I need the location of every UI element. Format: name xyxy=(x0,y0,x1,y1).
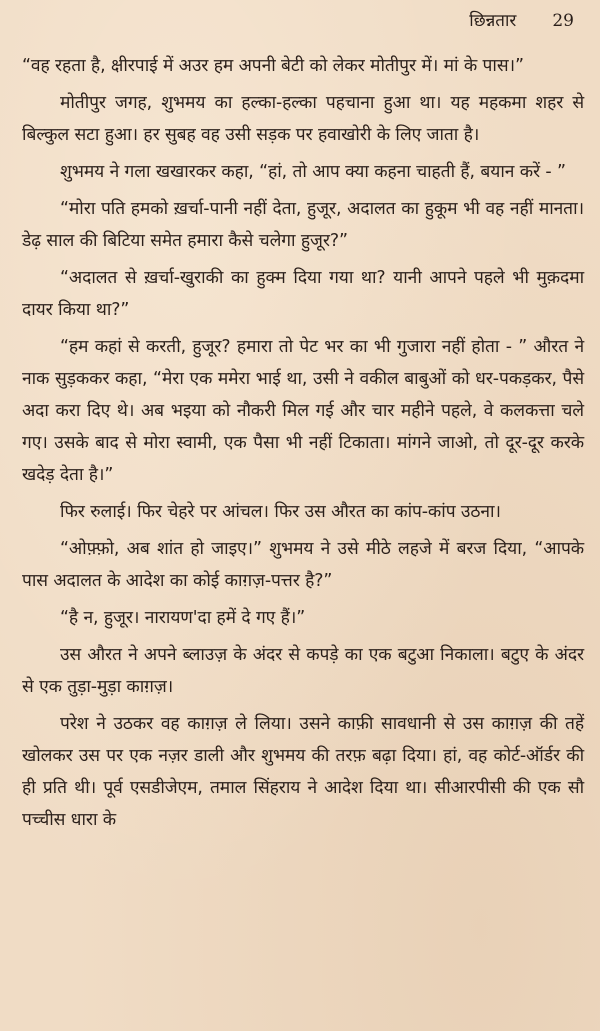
running-title: छिन्नतार xyxy=(469,11,517,31)
body-text xyxy=(22,50,584,841)
paragraph-8: “ओफ़्फ़ो, अब शांत हो जाइए।” शुभमय ने उसे मीठे लहजे में बरज दिया, “आपके पास अदालत के आदेश का कोई काग़ज़-पत्तर है?” xyxy=(22,539,584,591)
running-header xyxy=(469,8,574,31)
paragraph-3: शुभमय ने गला खखारकर कहा, “हां, तो आप क्या कहना चाहती हैं, बयान करें - ” xyxy=(60,162,566,182)
page-number: 29 xyxy=(552,11,574,31)
paragraph-1: “वह रहता है, क्षीरपाई में अउर हम अपनी बेटी को लेकर मोतीपुर में। मां के पास।” xyxy=(22,56,524,76)
paragraph-2: मोतीपुर जगह, शुभमय का हल्का-हल्का पहचाना हुआ था। यह महकमा शहर से बिल्कुल सटा हुआ। हर सुबह वह उसी सड़क पर हवाखोरी के लिए जाता है। xyxy=(22,93,584,145)
paragraph-5: “अदालत से ख़र्चा-खुराकी का हुक्म दिया गया था? यानी आपने पहले भी मुक़दमा दायर किया था?” xyxy=(22,268,584,320)
paragraph-9: “है न, हुजूर। नारायण'दा हमें दे गए हैं।” xyxy=(60,608,306,628)
paragraph-7: फिर रुलाई। फिर चेहरे पर आंचल। फिर उस औरत का कांप-कांप उठना। xyxy=(60,502,501,522)
paragraph-6: “हम कहां से करती, हुजूर? हमारा तो पेट भर का भी गुजारा नहीं होता - ” औरत ने नाक सुड़ककर कहा, “मेरा एक ममेरा भाई था, उसी ने वकील बाबुओं को धर-पकड़कर, पैसे अदा करा दिए थे। अब भइया को नौकरी मिल गई और चार महीने पहले, वे कलकत्ता चले गए। उसके बाद से मोरा स्वामी, एक पैसा भी नहीं टिकाता। मांगने जाओ, तो दूर-दूर करके खदेड़ देता है।” xyxy=(22,337,584,485)
paragraph-4: “मोरा पति हमको ख़र्चा-पानी नहीं देता, हुजूर, अदालत का हुकूम भी वह नहीं मानता। डेढ़ साल की बिटिया समेत हमारा कैसे चलेगा हुजूर?” xyxy=(22,199,584,251)
paragraph-10: उस औरत ने अपने ब्लाउज़ के अंदर से कपड़े का एक बटुआ निकाला। बटुए के अंदर से एक तुड़ा-मुड़ा काग़ज़। xyxy=(22,645,584,697)
paragraph-11: परेश ने उठकर वह काग़ज़ ले लिया। उसने काफ़ी सावधानी से उस काग़ज़ की तहें खोलकर उस पर एक नज़र डाली और शुभमय की तरफ़ बढ़ा दिया। हां, वह कोर्ट-ऑर्डर की ही प्रति थी। पूर्व एसडीजेएम, तमाल सिंहराय ने आदेश दिया था। सीआरपीसी की एक सौ पच्चीस धारा के xyxy=(22,714,584,830)
